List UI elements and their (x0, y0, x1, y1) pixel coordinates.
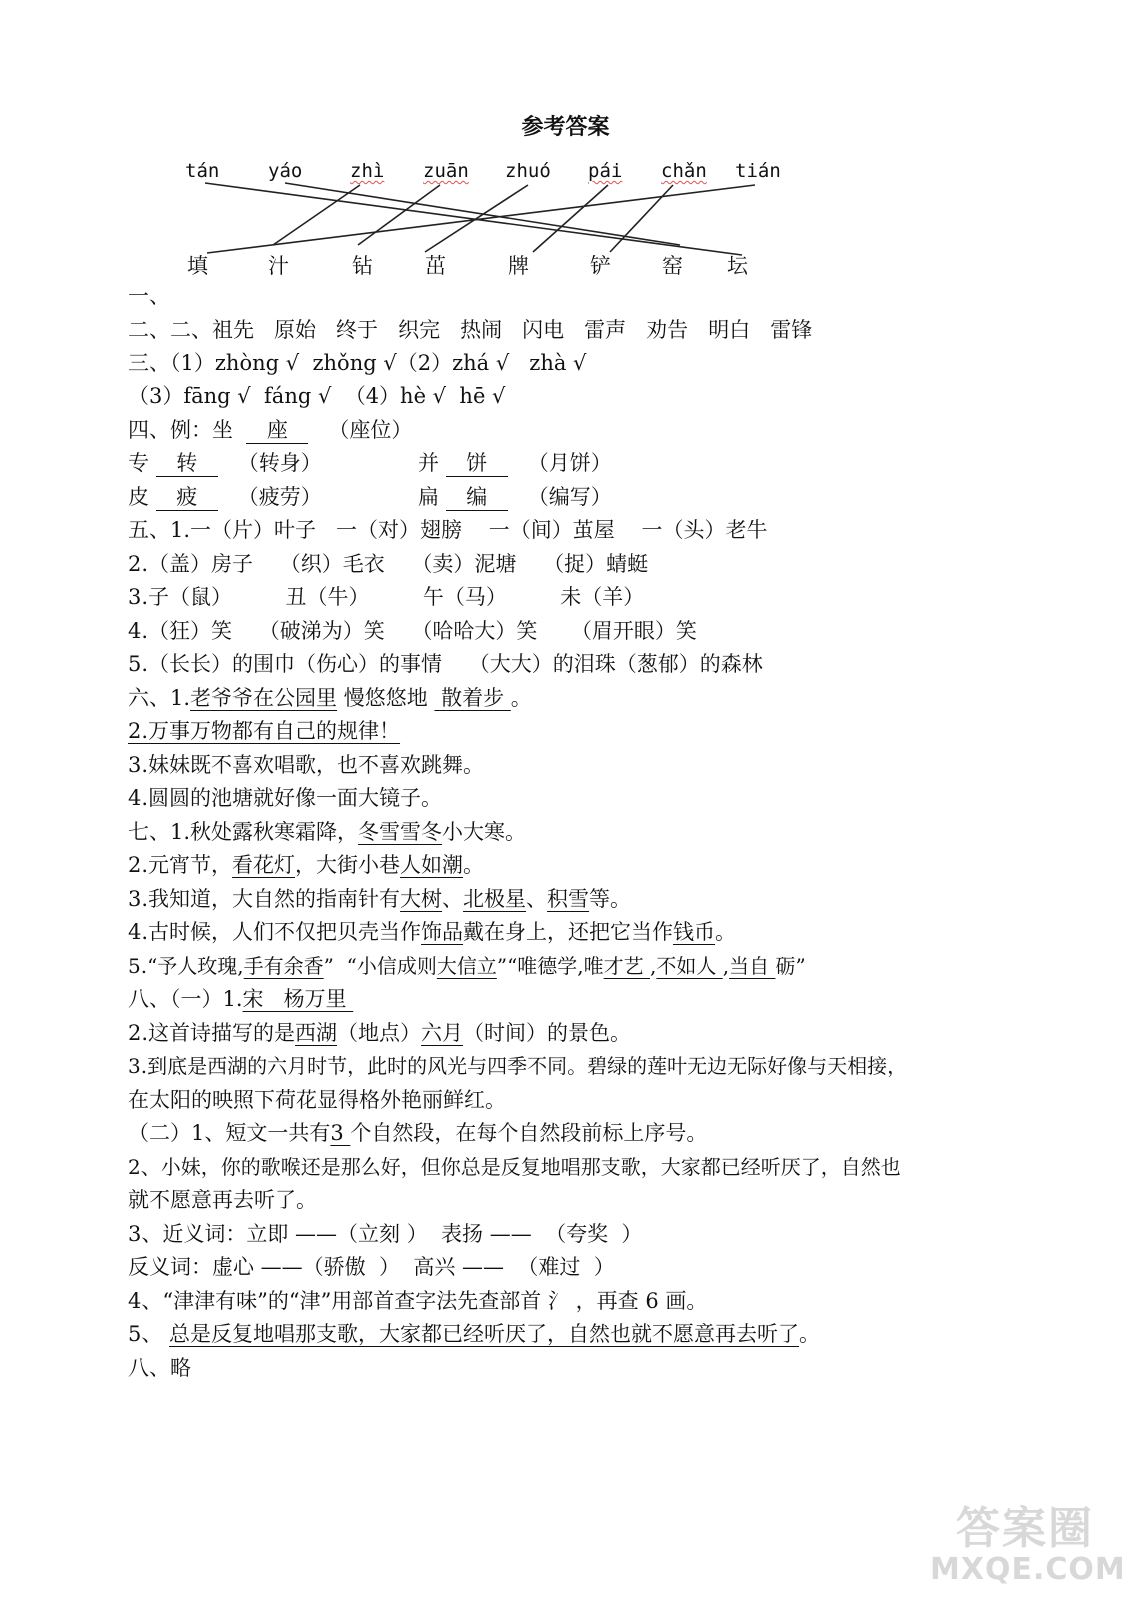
answer-line-27: 2、小妹，你的歌喉还是那么好，但你总是反复地唱那支歌，大家都已经听厌了，自然也 (128, 1155, 901, 1179)
answer-line-8: 五、1.一（片）叶子 一（对）翅膀 一（间）茧屋 一（头）老牛 (128, 518, 768, 542)
text: 个自然段，在每个自然段前标上序号。 (350, 1121, 708, 1145)
underlined-answer: 宋 杨万里 (242, 987, 354, 1011)
text: 。 (463, 853, 485, 877)
underlined-answer: 北极星 (463, 887, 527, 911)
text: 。 (510, 686, 532, 710)
underlined-answer: 不如人 (656, 954, 723, 978)
match-line-pai (533, 185, 608, 252)
text: 4.古时候，人们不仅把贝壳当作 (128, 920, 422, 944)
watermark-url: MXQE.COM (930, 1552, 1126, 1587)
text: 3.我知道，大自然的指南针有 (128, 887, 401, 911)
answer-line-25: 在太阳的映照下荷花显得格外艳丽鲜红。 (128, 1088, 506, 1112)
answer-line-24: 3.到底是西湖的六月时节，此时的风光与四季不同。碧绿的莲叶无边无际好像与天相接， (128, 1054, 908, 1078)
char-5: 牌 (508, 254, 529, 278)
text: ”“唯德学,唯 (496, 954, 604, 978)
underlined-answer: 3 (330, 1121, 351, 1145)
blank-answer: 转 (156, 450, 218, 477)
text: , (650, 954, 657, 978)
text: 专 (128, 451, 149, 475)
underlined-answer: 2.万事万物都有自己的规律！ (128, 719, 401, 743)
text: 等。 (589, 887, 632, 911)
text: 扁 (418, 485, 439, 509)
pinyin-8: tián (735, 160, 781, 182)
answer-line-9: 2.（盖）房子 （织）毛衣 （卖）泥塘 （捉）蜻蜓 (128, 552, 649, 576)
underlined-answer: 积雪 (547, 887, 590, 911)
underlined-answer: 当自 (729, 954, 776, 978)
answer-line-31: 4、“津津有味”的“津”用部首查字法先查部首 氵 ，再查 6 画。 (128, 1289, 708, 1313)
answer-line-12: 5.（长长）的围巾（伤心）的事情 （大大）的泪珠（葱郁）的森林 (128, 652, 763, 676)
answer-line-10: 3.子（鼠） 丑（牛） 午（马） 未（羊） (128, 585, 645, 609)
text: 砺” (775, 954, 806, 978)
watermark-logo (930, 1503, 1126, 1587)
text: 、 (442, 887, 464, 911)
blank-answer: 饼 (446, 450, 508, 477)
pinyin-4: zuān (423, 160, 469, 182)
text: 慢悠悠地 (337, 686, 435, 710)
char-7: 窑 (662, 254, 683, 278)
text: 八、（一）1. (128, 987, 243, 1011)
text: 5、 (128, 1322, 170, 1346)
underlined-answer: 看花灯 (232, 853, 296, 877)
char-8: 坛 (727, 254, 748, 278)
underlined-answer: 西湖 (295, 1021, 338, 1045)
char-2: 汁 (268, 254, 289, 278)
answer-line-7b (418, 483, 612, 511)
underlined-answer: 大树 (400, 887, 443, 911)
text: 七、1.秋处露秋寒霜降， (128, 820, 359, 844)
answer-line-14 (128, 717, 400, 745)
watermark-text: 答案圈 (956, 1503, 1094, 1554)
answer-line-32 (128, 1320, 820, 1348)
underlined-answer: 饰品 (421, 920, 464, 944)
underlined-answer: 人如潮 (400, 853, 464, 877)
text: 2.元宵节， (128, 853, 233, 877)
answer-line-21 (128, 952, 806, 980)
underlined-answer: 才艺 (603, 954, 651, 978)
text: ，大街小巷 (295, 853, 401, 877)
answer-line-5 (128, 416, 412, 444)
answer-line-18 (128, 851, 484, 879)
underlined-answer: 手有余香 (243, 954, 324, 978)
blank-answer: 疲 (156, 484, 218, 511)
text: 六、1. (128, 686, 191, 710)
text: （月饼） (527, 451, 612, 475)
underlined-answer: 大信立 (436, 954, 497, 978)
answer-line-3: 三、（1）zhòng √ zhǒng √（2）zhá √ zhà √ (128, 351, 587, 375)
answer-line-6b (418, 449, 612, 477)
text: 戴在身上，还把它当作 (463, 920, 674, 944)
answer-line-17 (128, 818, 526, 846)
char-4: 茁 (425, 254, 446, 278)
text: 、 (526, 887, 548, 911)
answer-line-4: （3）fāng √ fáng √ （4）hè √ hē √ (128, 384, 506, 408)
match-line-tian (207, 185, 755, 253)
answer-line-11: 4.（狂）笑 （破涕为）笑 （哈哈大）笑 （眉开眼）笑 (128, 619, 697, 643)
answer-line-23 (128, 1019, 631, 1047)
text: , (722, 954, 730, 978)
text: ” “小信成则 (323, 954, 437, 978)
text: 5.“予人玫瑰, (128, 954, 244, 978)
underlined-answer: 散着步 (434, 686, 511, 710)
match-line-tan (205, 183, 742, 255)
answer-line-29: 3、近义词：立即 ——（立刻 ） 表扬 —— （夸奖 ） (128, 1222, 643, 1246)
answer-line-13 (128, 684, 532, 712)
text: 。 (799, 1322, 821, 1346)
blank-answer: 座 (246, 417, 308, 444)
answer-line-19 (128, 885, 631, 913)
text: （二）1、短文一共有 (128, 1121, 331, 1145)
matching-lines (0, 0, 1131, 300)
pinyin-2: yáo (268, 160, 303, 182)
text: 皮 (128, 485, 149, 509)
answer-line-2: 二、二、祖先 原始 终于 织完 热闹 闪电 雷声 劝告 明白 雷锋 (128, 318, 813, 342)
answer-line-33: 八、略 (128, 1356, 191, 1380)
answer-line-1: 一、 (128, 284, 170, 308)
text: （编写） (527, 485, 612, 509)
answer-line-7 (128, 483, 322, 511)
text: 并 (418, 451, 439, 475)
answer-line-6 (128, 449, 322, 477)
text: 。 (715, 920, 737, 944)
text: （座位） (328, 418, 413, 442)
char-6: 铲 (590, 254, 611, 278)
pinyin-5: zhuó (505, 160, 551, 182)
text: （转身） (237, 451, 322, 475)
answer-line-22 (128, 985, 353, 1013)
text: 小大寒。 (442, 820, 527, 844)
text: 四、例：坐 (128, 418, 233, 442)
char-3: 钻 (352, 254, 373, 278)
underlined-answer: 冬雪雪冬 (358, 820, 443, 844)
blank-answer: 编 (446, 484, 508, 511)
text: （时间）的景色。 (463, 1021, 632, 1045)
match-line-zuan (358, 185, 440, 245)
text: 2.这首诗描写的是 (128, 1021, 296, 1045)
pinyin-3: zhì (350, 160, 385, 182)
text: （疲劳） (237, 485, 322, 509)
underlined-answer: 六月 (421, 1021, 464, 1045)
underlined-answer: 钱币 (673, 920, 716, 944)
text: （地点） (337, 1021, 422, 1045)
pinyin-7: chǎn (661, 160, 707, 182)
char-1: 填 (187, 254, 208, 278)
answer-line-28: 就不愿意再去听了。 (128, 1188, 317, 1212)
pinyin-6: pái (588, 160, 623, 182)
pinyin-1: tán (185, 160, 220, 182)
answer-line-15: 3.妹妹既不喜欢唱歌，也不喜欢跳舞。 (128, 753, 485, 777)
answer-line-20 (128, 918, 736, 946)
answer-line-26 (128, 1119, 707, 1147)
underlined-answer: 总是反复地唱那支歌，大家都已经听厌了，自然也就不愿意再去听了 (169, 1322, 800, 1346)
answer-line-16: 4.圆圆的池塘就好像一面大镜子。 (128, 786, 443, 810)
underlined-answer: 老爷爷在公园里 (190, 686, 338, 710)
page-title: 参考答案 (521, 115, 610, 140)
answer-line-30: 反义词：虚心 ——（骄傲 ） 高兴 —— （难过 ） (128, 1255, 615, 1279)
